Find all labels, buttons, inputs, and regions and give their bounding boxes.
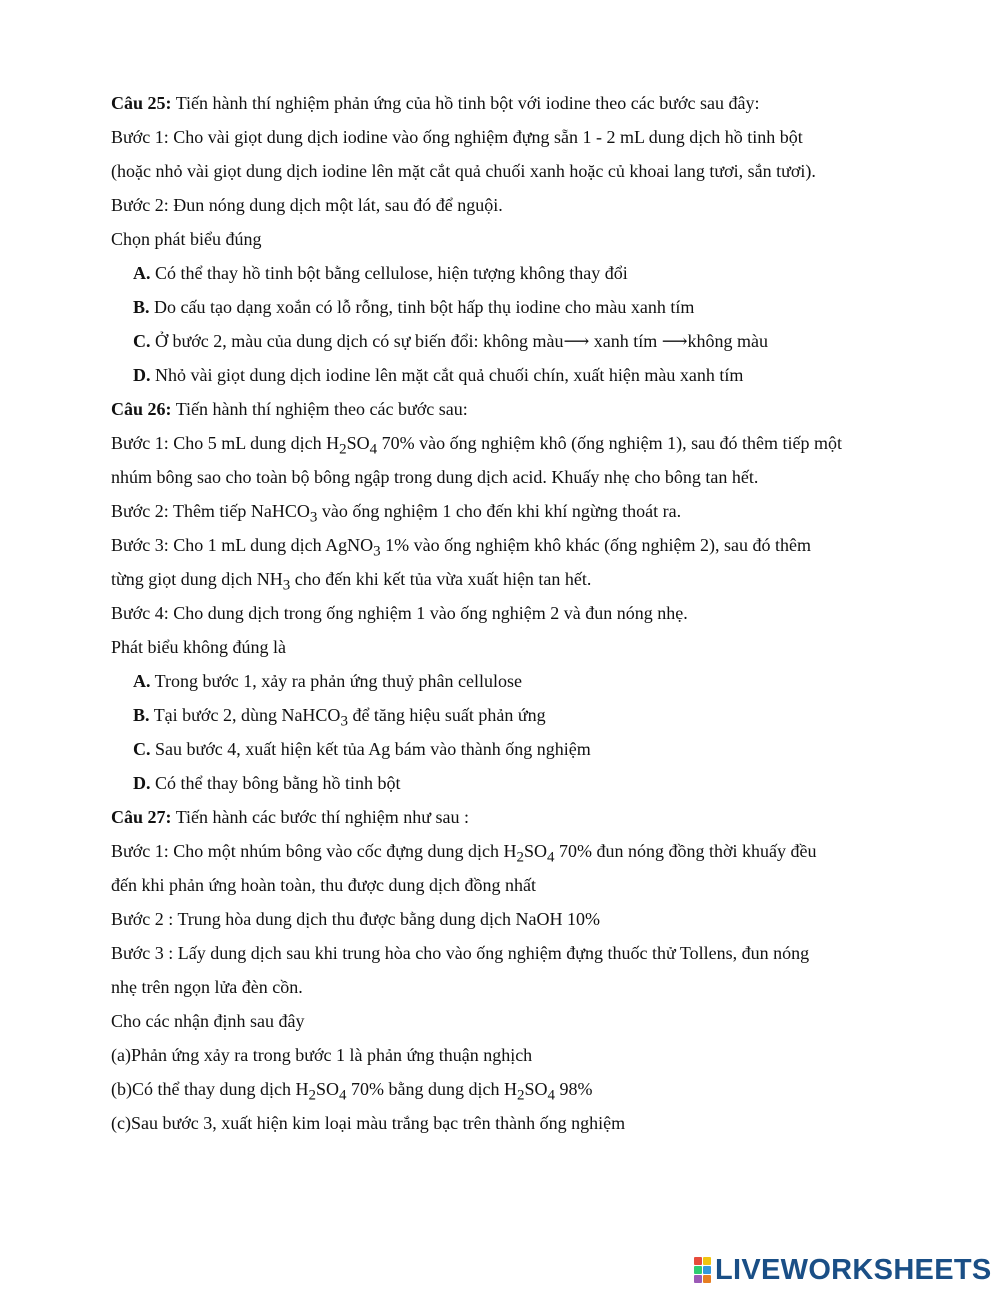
q26-prompt: Phát biểu không đúng là [111,637,286,657]
q26-step2: Bước 2: Thêm tiếp NaHCO$_3$ vào ống nghiệm 1 cho đến khi khí ngừng thoát ra. [111,501,682,526]
logo-tiles-icon [694,1257,711,1283]
q27-step3-line2: nhẹ trên ngọn lửa đèn cồn. [111,977,303,997]
q25-option-c[interactable]: C. Ở bước 2, màu của dung dịch có sự biến đổi: không màu⟶ xanh tím ⟶không màu [133,331,769,351]
logo-tile [703,1257,711,1265]
q25-step1-line2: (hoặc nhỏ vài giọt dung dịch iodine lên mặt cắt quả chuối xanh hoặc củ khoai lang tươi, sắn tươi). [111,161,816,181]
q26-option-d[interactable]: D. Có thể thay bông bằng hồ tinh bột [133,773,401,793]
q26-step3-line2: từng giọt dung dịch $NH_3$ cho đến khi kết tủa vừa xuất hiện tan hết. [111,569,592,594]
logo-tile [694,1257,702,1265]
q25-stem: Câu 25: Tiến hành thí nghiệm phản ứng của hồ tinh bột với iodine theo các bước sau đây: [111,93,760,113]
q25-option-d[interactable]: D. Nhỏ vài giọt dung dịch iodine lên mặt cắt quả chuối chín, xuất hiện màu xanh tím [133,365,744,385]
logo-tile [694,1275,702,1283]
q27-step2: Bước 2 : Trung hòa dung dịch thu được bằng dung dịch NaOH 10% [111,909,601,929]
q27-step1-line1: Bước 1: Cho một nhúm bông vào cốc đựng dung dịch $H_2SO_4$ 70% đun nóng đồng thời khuấy đều [111,841,817,866]
q27-statement-c: (c)Sau bước 3, xuất hiện kim loại màu trắng bạc trên thành ống nghiệm [111,1113,626,1133]
q25-option-b[interactable]: B. Do cấu tạo dạng xoắn có lỗ rỗng, tinh bột hấp thụ iodine cho màu xanh tím [133,297,695,317]
q25-label: Câu 25: [111,93,172,113]
q27-step3-line1: Bước 3 : Lấy dung dịch sau khi trung hòa cho vào ống nghiệm đựng thuốc thử Tollens, đun nóng [111,943,810,963]
q27-label: Câu 27: [111,807,172,827]
worksheet-page [111,86,931,1140]
q25-prompt: Chọn phát biểu đúng [111,229,262,249]
logo-tile [703,1275,711,1283]
q25-step1-line1: Bước 1: Cho vài giọt dung dịch iodine vào ống nghiệm đựng sẵn 1 - 2 mL dung dịch hồ tinh bột [111,127,803,147]
q27-statement-b: (b)Có thể thay dung dịch $H_2SO_4$ 70% bằng dung dịch $H_2SO_4$ 98% [111,1079,593,1104]
logo-text: LIVEWORKSHEETS [715,1253,992,1286]
q26-option-c[interactable]: C. Sau bước 4, xuất hiện kết tủa Ag bám vào thành ống nghiệm [133,739,591,759]
q26-step3-line1: Bước 3: Cho 1 mL dung dịch AgNO$_3$ 1% vào ống nghiệm khô khác (ống nghiệm 2), sau đó thêm [111,535,812,560]
q27-stem: Câu 27: Tiến hành các bước thí nghiệm như sau : [111,807,470,827]
liveworksheets-logo [694,1254,992,1286]
q26-option-b[interactable]: B. Tại bước 2, dùng NaHCO$_3$ để tăng hiệu suất phản ứng [133,705,546,730]
q25-step2: Bước 2: Đun nóng dung dịch một lát, sau đó để nguội. [111,195,503,215]
q26-step1-line1: Bước 1: Cho 5 mL dung dịch $H_2SO_4$ 70% vào ống nghiệm khô (ống nghiệm 1), sau đó thêm tiếp một [111,433,843,458]
q26-stem: Câu 26: Tiến hành thí nghiệm theo các bước sau: [111,399,468,419]
q27-step1-line2: đến khi phản ứng hoàn toàn, thu được dung dịch đồng nhất [111,875,536,895]
q27-prompt: Cho các nhận định sau đây [111,1011,305,1031]
q25-option-a[interactable]: A. Có thể thay hồ tinh bột bằng cellulose, hiện tượng không thay đổi [133,263,628,283]
q26-option-a[interactable]: A. Trong bước 1, xảy ra phản ứng thuỷ phân cellulose [133,671,522,691]
q27-statement-a: (a)Phản ứng xảy ra trong bước 1 là phản ứng thuận nghịch [111,1045,533,1065]
logo-tile [703,1266,711,1274]
q26-step4: Bước 4: Cho dung dịch trong ống nghiệm 1 vào ống nghiệm 2 và đun nóng nhẹ. [111,603,688,623]
q26-step1-line2: nhúm bông sao cho toàn bộ bông ngập trong dung dịch acid. Khuấy nhẹ cho bông tan hết. [111,467,759,487]
q26-label: Câu 26: [111,399,172,419]
logo-tile [694,1266,702,1274]
